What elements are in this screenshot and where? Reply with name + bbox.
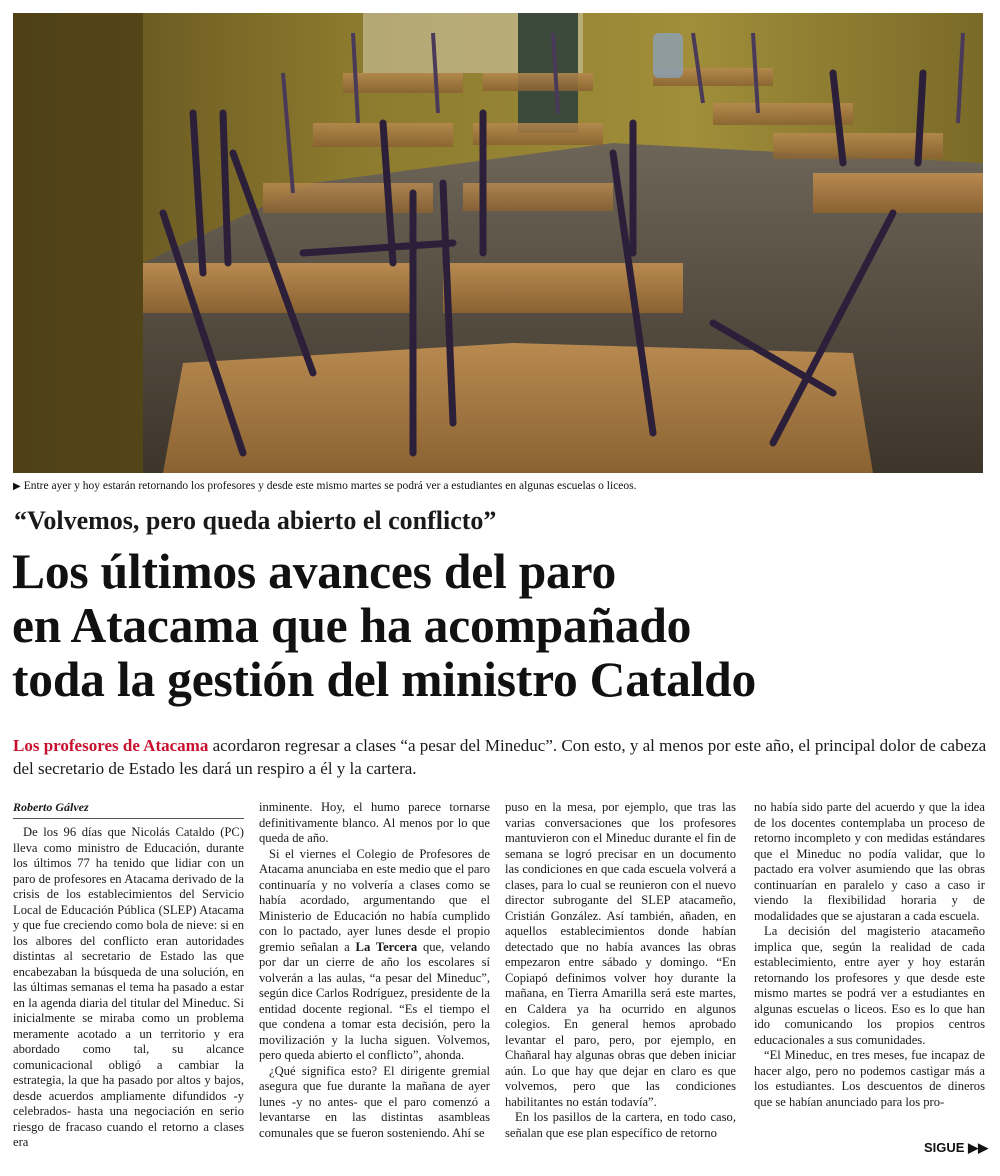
article-column-4 [754, 800, 985, 1110]
continue-marker: SIGUE ▶▶ [924, 1140, 989, 1155]
lead-highlight: Los profesores de Atacama [13, 736, 209, 755]
paragraph: inminente. Hoy, el humo parece tornarse definitivamente blanco. Al menos por lo que queda de año. [259, 800, 490, 845]
paragraph: puso en la mesa, por ejemplo, que tras las varias conversaciones que los profesores mantuvieron con el Mineduc durante el fin de semana se logró precisar en un documento las condiciones en que cada escuela volverá a clases, para lo cual se reunieron con el nuevo director subrogante del SLEP atacameño, Cristián González. Así también, añaden, en aquellos establecimientos donde habían detectado que no había avances las obras empezaron entre sábado y domingo. “En Copiapó definimos volver hoy durante la mañana, en Tierra Amarilla será este martes, en Caldera ya ha ocurrido en algunos colegios. En general hemos aprobado levantar el paro, pero, por ejemplo, en Chañaral hay algunas obras que deben iniciar aún. Lo que hay que dejar en claro es que volvemos, pero que las condiciones habilitantes no están todavía”. [505, 800, 736, 1109]
article-column-2 [259, 800, 490, 1141]
headline-line-2: en Atacama que ha acompañado [12, 598, 692, 653]
paragraph: no había sido parte del acuerdo y que la idea de los docentes contemplaba un proceso de retorno incompleto y con medidas estándares que el Mineduc no podía validar, que lo pactado era volver asumiendo que las obras continuarían en paralelo y caso a caso ir viendo la flexibilidad horaria y de modalidades que se ajustaran a cada escuela. [754, 800, 985, 923]
classroom-photo-illustration [13, 13, 983, 473]
paragraph: En los pasillos de la cartera, en todo caso, señalan que ese plan específico de retorno [505, 1110, 736, 1140]
article-kicker: “Volvemos, pero queda abierto el conflicto” [14, 506, 497, 535]
paragraph-text: que, velando por dar un cierre de año los escolares sí volverán a las aulas, “a pesar del Mineduc”, según dice Carlos Rodríguez, presidente de la entidad docente regional. “Es el tiempo el que condena a tomar esta decisión, pero la movilización y la lucha siguen. Volvemos, pero queda abierto el conflicto”, ahonda. [259, 939, 490, 1062]
paragraph-text: Si el viernes el Colegio de Profesores de Atacama anunciaba en este medio que el paro continuaría y no volvería a clases como se había acordado, argumentando que el Ministerio de Educación no había cumplido con lo pactado, ayer lunes desde el propio gremio señalan a [259, 846, 490, 954]
paragraph: De los 96 días que Nicolás Cataldo (PC) lleva como ministro de Educación, durante los últimos 77 ha tenido que lidiar con un paro de profesores en Atacama derivado de la crisis de los establecimientos del Servicio Local de Educación Pública (SLEP) Atacama y que fue creciendo como bola de nieve: si en los albores del conflicto eran autoridades distintas al secretario de Estado las que encabezaban la búsqueda de una solución, en las últimas semanas el tema ha pasado a estar en la agenda diaria del titular del Mineduc. Si inicialmente se miraba como un problema meramente acotado a un territorio y era abordado como tal, su alcance comunicacional obligó a cambiar la estrategia, la que ha pasado por altos y bajos, desde acuerdos ampliamente difundidos -y celebrados- hasta una negociación en serio riesgo de fracaso cuando el retorno a clases era [13, 825, 244, 1149]
article-lead [13, 734, 988, 780]
photo-caption [13, 479, 988, 494]
paragraph: ¿Qué significa esto? El dirigente gremial asegura que fue durante la mañana de ayer lunes -y no antes- que el paro comenzó a levantarse en las distintas asambleas comunales que se fueron sosteniendo. Ahí se [259, 1063, 490, 1140]
caption-text: Entre ayer y hoy estarán retornando los profesores y desde este mismo martes se podrá ver a estudiantes en algunas escuelas o liceos. [23, 480, 637, 492]
lead-text: acordaron regresar a clases “a pesar del Mineduc”. Con esto, y al menos por este año, el principal dolor de cabeza del secretario de Estado les dará un respiro a él y la cartera. [13, 736, 987, 778]
article-headline [12, 545, 992, 707]
paragraph [259, 847, 490, 1064]
paragraph: La decisión del magisterio atacameño implica que, según la realidad de cada establecimiento, entre ayer y hoy estarán retornando los profesores y que desde este mismo martes se podrá ver a estudiantes en algunas escuelas o liceos. Eso es lo que han ido comunicando los propios centros educacionales a sus comunidades. [754, 924, 985, 1047]
article-column-1 [13, 800, 244, 1151]
article-column-3 [505, 800, 736, 1141]
newspaper-name: La Tercera [355, 939, 418, 954]
headline-line-1: Los últimos avances del paro [12, 544, 617, 599]
byline: Roberto Gálvez [13, 800, 244, 819]
paragraph: “El Mineduc, en tres meses, fue incapaz de hacer algo, pero no podemos castigar más a los estudiantes. Los descuentos de dineros que se habían anunciado para los pro- [754, 1048, 985, 1109]
caption-marker-icon: ▶ [13, 481, 21, 492]
article-photo [13, 13, 983, 473]
headline-line-3: toda la gestión del ministro Cataldo [12, 652, 757, 707]
